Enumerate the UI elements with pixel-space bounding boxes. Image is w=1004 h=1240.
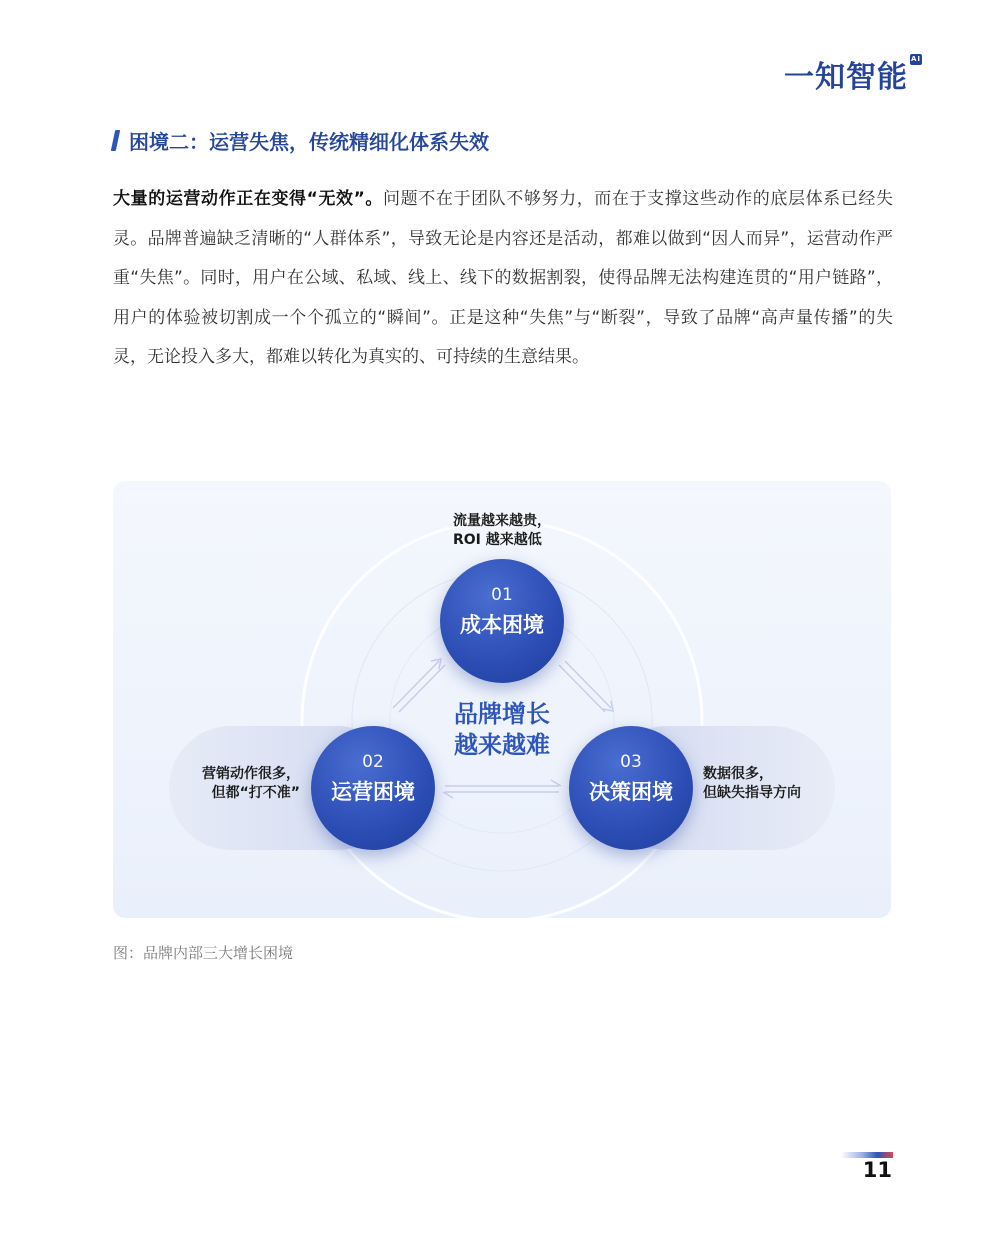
figure-caption: 图：品牌内部三大增长困境 — [113, 944, 294, 962]
section-title-text: 困境二：运营失焦，传统精细化体系失效 — [129, 130, 489, 154]
brand-logo — [784, 52, 922, 96]
paragraph-lead: 大量的运营动作正在变得“无效”。 — [113, 189, 384, 209]
node-03-decision-dilemma: 03 决策困境 — [569, 726, 693, 850]
node-01-cost-dilemma: 01 成本困境 — [440, 559, 564, 683]
brand-logo-text: 一知智能 — [784, 60, 908, 95]
paragraph-text: 问题不在于团队不够努力，而在于支撑这些动作的底层体系已经失灵。品牌普遍缺乏清晰的“人群体系”，导致无论是内容还是活动，都难以做到“因人而异”，运营动作严重“失焦”。同时，用户在公域、私域、线上、线下的数据割裂，使得品牌无法构建连贯的“用户链路”，用户的体验被切割成一个个孤立的“瞬间”。正是这种“失焦”与“断裂”，导致了品牌“高声量传播”的失灵，无论投入多大，都难以转化为真实的、可持续的生意结果。 — [113, 189, 893, 367]
node-02-operation-dilemma: 02 运营困境 — [311, 726, 435, 850]
heading-accent-bar — [111, 130, 120, 151]
diagram-center-label: 品牌增长 越来越难 — [454, 700, 550, 759]
section-heading — [113, 126, 489, 155]
node-03-note: 数据很多， 但缺失指导方向 — [703, 766, 801, 801]
body-paragraph — [113, 180, 893, 378]
page-number: 11 — [862, 1158, 892, 1182]
ai-badge-icon: AI — [910, 55, 922, 63]
node-02-note: 营销动作很多， 但都“打不准” — [202, 766, 300, 801]
node-01-note: 流量越来越贵， ROI 越来越低 — [453, 513, 551, 548]
arrow-bidirectional-icon — [443, 780, 561, 798]
growth-dilemma-diagram — [113, 481, 891, 918]
